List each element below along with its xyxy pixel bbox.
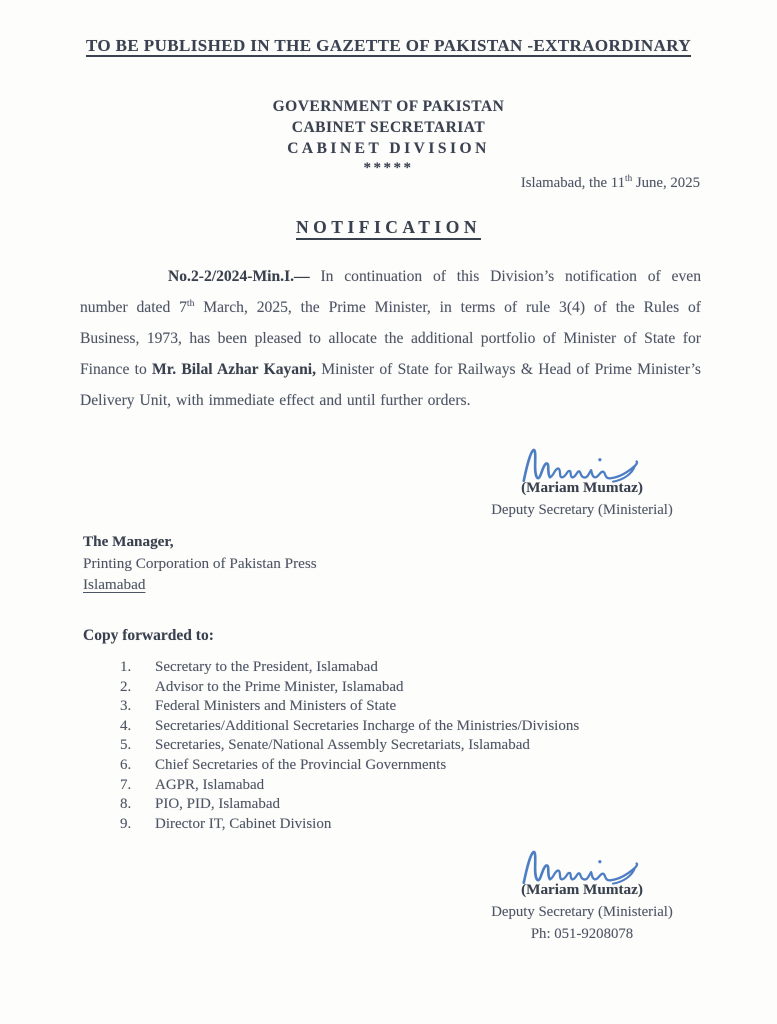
- addressee-name: The Manager,: [83, 533, 174, 550]
- reference-number: No.2-2/2024-Min.I.—: [168, 268, 310, 285]
- signature-ink: [457, 846, 707, 884]
- org-secretariat: CABINET SECRETARIAT: [291, 119, 486, 136]
- copy-list-item: Director IT, Cabinet Division: [155, 815, 332, 832]
- copy-forwarded-heading: Copy forwarded to:: [83, 627, 214, 644]
- copy-list: [120, 658, 579, 834]
- date-ordinal: th: [625, 173, 633, 184]
- body-paragraph: No.2-2/2024-Min.I.— In continuation of this Division’s notification of even number dated 7th March, 2025, the Prime Minister, in terms of rule 3(4) of the Rules of Business, 1973, has been pleased to allocate the additional portfolio of Minister of State for Finance to Mr. Bilal Azhar Kayani, Minister of State for Railways & Head of Prime Minister’s Delivery Unit, with immediate effect and until further orders.: [80, 268, 701, 409]
- date-ordinal: th: [186, 297, 195, 309]
- signatory-name: (Mariam Mumtaz): [521, 479, 643, 496]
- copy-list-item: Advisor to the Prime Minister, Islamabad: [155, 678, 404, 695]
- letterhead: [0, 96, 777, 177]
- stars-separator: *****: [363, 160, 414, 176]
- org-division: CABINET DIVISION: [287, 140, 490, 157]
- addressee-block: [83, 531, 317, 596]
- signatory-name: (Mariam Mumtaz): [521, 881, 643, 898]
- copy-list-item: Federal Ministers and Ministers of State: [155, 698, 397, 715]
- gazette-banner: [0, 36, 777, 56]
- signatory-title: Deputy Secretary (Ministerial): [491, 904, 673, 920]
- signature-ink: [457, 444, 707, 482]
- signature-block-top: [457, 444, 707, 521]
- org-name: GOVERNMENT OF PAKISTAN: [272, 98, 505, 115]
- copy-list-item: Secretaries/Additional Secretaries Incharge of the Ministries/Divisions: [155, 717, 580, 734]
- copy-list-item: PIO, PID, Islamabad: [155, 796, 280, 813]
- copy-list-item: Chief Secretaries of the Provincial Governments: [155, 756, 447, 773]
- signatory-title: Deputy Secretary (Ministerial): [491, 502, 673, 518]
- dateline: Islamabad, the 11th June, 2025: [520, 173, 700, 191]
- copy-list-item: Secretaries, Senate/National Assembly Secretariats, Islamabad: [155, 737, 530, 754]
- minister-name: Mr. Bilal Azhar Kayani,: [152, 361, 316, 378]
- signature-block-bottom: [457, 846, 707, 945]
- copy-list-item: AGPR, Islamabad: [155, 776, 265, 793]
- copy-list-item: Secretary to the President, Islamabad: [155, 659, 378, 675]
- addressee-city: Islamabad: [83, 576, 146, 593]
- notification-heading: NOTIFICATION: [296, 217, 481, 237]
- addressee-org: Printing Corporation of Pakistan Press: [83, 554, 317, 572]
- signatory-phone: Ph: 051-9208078: [530, 926, 634, 942]
- gazette-banner-text: TO BE PUBLISHED IN THE GAZETTE OF PAKISTAN -EXTRAORDINARY: [85, 36, 692, 55]
